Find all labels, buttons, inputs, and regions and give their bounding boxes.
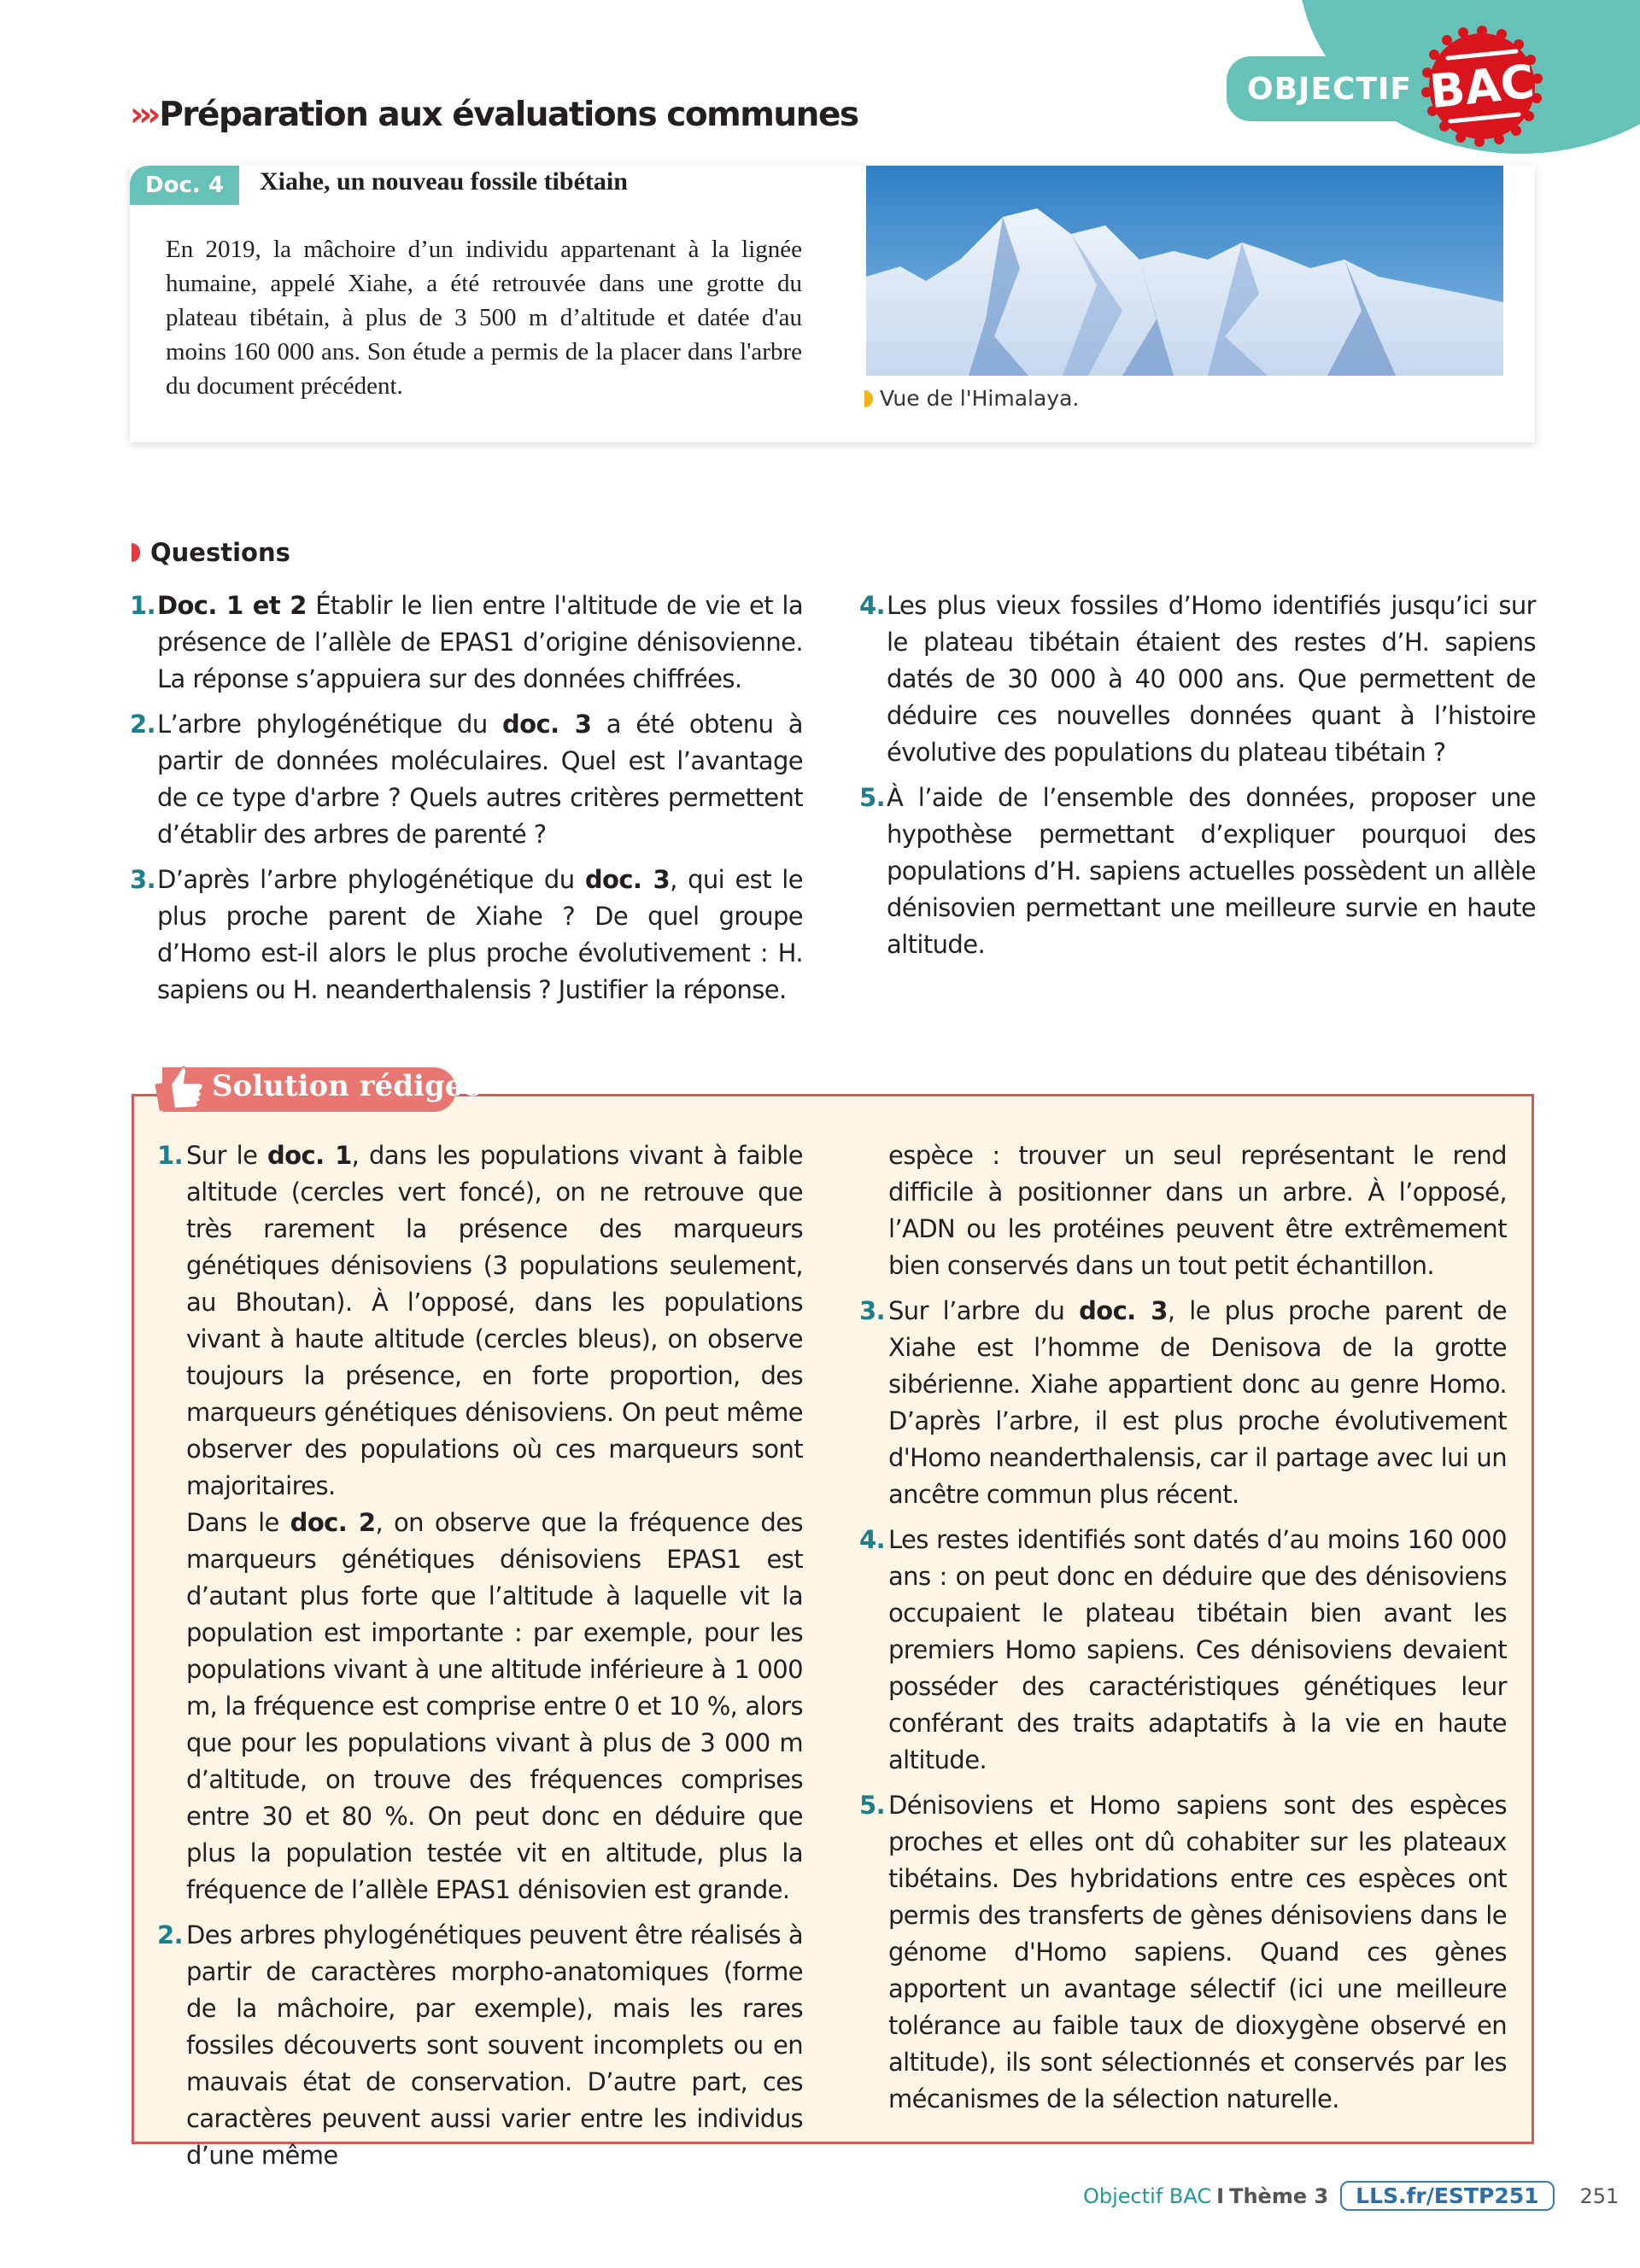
solution-doc-ref: doc. 3 <box>1079 1296 1168 1325</box>
solution-number: 5. <box>859 1791 885 1820</box>
caption-text: Vue de l'Himalaya. <box>880 386 1080 411</box>
solution-item <box>859 1787 1507 2118</box>
doc4-badge: Doc. 4 <box>130 166 239 205</box>
solution-text: Dénisoviens et Homo sapiens sont des espèces proches et elles ont dû cohabiter sur les plateaux tibétains. Des hybridations entre ces espèces ont permis des transferts de gènes dénisoviens dans le génome d'Homo sapiens. Quand ces gènes apportent un avantage sélectif (ici une meilleure tolérance au faible taux de dioxygène observé en altitude), ils sont sélectionnés et conservés par les mécanismes de la sélection naturelle. <box>888 1791 1507 2113</box>
solution-doc-ref: doc. 1 <box>267 1141 352 1170</box>
question-item <box>859 587 1536 771</box>
footer-brand: Objectif BAC <box>1083 2183 1212 2208</box>
solution-text: , le plus proche parent de Xiahe est l’homme de Denisova de la grotte sibérienne. Xiahe appartient donc au genre Homo. D’après l’arbre, il est plus proche évolutivement d'Homo neanderthalensis, car il partage avec lui un ancêtre commun plus récent. <box>888 1296 1507 1509</box>
questions-title: Questions <box>150 538 290 567</box>
solution-left-column <box>157 1137 803 2183</box>
solution-text: Sur le <box>186 1141 268 1170</box>
section-marker-icon <box>132 543 140 562</box>
page-title-text: Préparation aux évaluations communes <box>159 96 858 134</box>
question-number: 1. <box>130 591 155 620</box>
solution-text: , on observe que la fréquence des marqueurs génétiques dénisoviens EPAS1 est d’autant plus forte que l’altitude à laquelle vit la population est importante : par exemple, pour les populations vivant à une altitude inférieure à 1 000 m, la fréquence est comprise entre 0 et 10 %, alors que pour les populations vivant à plus de 3 000 m d’altitude, on trouve des fréquences comprises entre 30 et 80 %. On peut donc en déduire que plus la population testée vit en altitude, plus la fréquence de l’allèle EPAS1 dénisovien est grande. <box>186 1508 803 1904</box>
bac-label: BAC <box>1426 54 1538 119</box>
doc4-text: En 2019, la mâchoire d’un individu appartenant à la lignée humaine, appelé Xiahe, a été retrouvée dans une grotte du plateau tibétain, à plus de 3 500 m d’altitude et datée d'au moins 160 000 ans. Son étude a permis de la placer dans l'arbre du document précédent. <box>166 236 802 400</box>
question-text: , qui est le plus proche parent de Xiahe ? De quel groupe d’Homo est-il alors le plus proche évolutivement : H. sapiens ou H. neanderthalensis ? Justifier la réponse. <box>157 865 803 1004</box>
question-text: Établir le lien entre l'altitude de vie et la présence de l’allèle de EPAS1 d’origine dénisovienne. La réponse s’appuiera sur des données chiffrées. <box>157 591 803 693</box>
chevrons-icon: ››› <box>130 96 156 134</box>
question-text: D’après l’arbre phylogénétique du <box>157 865 585 894</box>
thumbs-up-icon <box>154 1059 210 1115</box>
solution-continuation <box>859 1137 1507 1284</box>
solution-number: 4. <box>859 1525 885 1554</box>
objectif-label: OBJECTIF <box>1247 71 1412 107</box>
solution-continuation <box>157 1505 803 1909</box>
solution-text: Les restes identifiés sont datés d’au moins 160 000 ans : on peut donc en déduire que des dénisoviens occupaient le plateau tibétain bien avant les premiers Homo sapiens. Ces dénisoviens devaient posséder des caractéristiques génétiques leur conférant des traits adaptatifs à la vie en haute altitude. <box>888 1525 1507 1774</box>
question-text: Les plus vieux fossiles d’Homo identifiés jusqu’ici sur le plateau tibétain étaient des restes d’H. sapiens datés de 30 000 à 40 000 ans. Que permettent de déduire ces nouvelles données quant à l’histoire évolutive des populations du plateau tibétain ? <box>887 591 1536 767</box>
solution-title: Solution rédigée <box>212 1069 482 1103</box>
solution-text: Des arbres phylogénétiques peuvent être réalisés à partir de caractères morpho-anatomiques (forme de la mâchoire, par exemple), mais les rares fossiles découverts sont souvent incomplets ou en mauvais état de conservation. D’autre part, ces caractères peuvent aussi varier entre les individus d’une même <box>186 1920 803 2170</box>
solution-number: 1. <box>157 1141 183 1170</box>
question-number: 2. <box>130 710 155 739</box>
question-number: 5. <box>859 783 885 812</box>
solution-number: 3. <box>859 1296 885 1325</box>
solution-number: 2. <box>157 1920 183 1949</box>
page-footer <box>1083 2181 1619 2211</box>
question-text: À l’aide de l’ensemble des données, proposer une hypothèse permettant d’expliquer pourquoi des populations d’H. sapiens actuelles possèdent un allèle dénisovien permettant une meilleure survie en haute altitude. <box>887 783 1536 959</box>
question-item <box>859 780 1536 963</box>
footer-link[interactable]: LLS.fr/ESTP251 <box>1340 2181 1554 2211</box>
solution-right-column <box>859 1137 1507 2126</box>
solution-text: espèce : trouver un seul représentant le rend difficile à positionner dans un arbre. À l’opposé, l’ADN ou les protéines peuvent être extrêmement bien conservés dans un tout petit échantillon. <box>888 1141 1507 1280</box>
question-number: 4. <box>859 591 885 620</box>
doc4-title: Xiahe, un nouveau fossile tibétain <box>260 167 628 196</box>
questions-right-column <box>859 587 1536 972</box>
question-doc-ref: doc. 3 <box>502 710 592 739</box>
solution-text: Sur l’arbre du <box>888 1296 1080 1325</box>
footer-separator: I <box>1216 2183 1225 2208</box>
page-number: 251 <box>1579 2183 1620 2208</box>
question-item <box>130 862 803 1008</box>
solution-text: , dans les populations vivant à faible altitude (cercles vert foncé), on ne retrouve que très rarement la présence des marqueurs génétiques dénisoviens (3 populations seulement, au Bhoutan). À l’opposé, dans les populations vivant à haute altitude (cercles bleus), on observe toujours la présence, en forte proportion, des marqueurs génétiques dénisoviens. On peut même observer des populations où ces marqueurs sont majoritaires. <box>186 1141 803 1500</box>
photo-caption <box>864 386 1079 411</box>
question-text: L’arbre phylogénétique du <box>157 710 503 739</box>
solution-text: Dans le <box>186 1508 290 1537</box>
solution-item <box>859 1293 1507 1513</box>
footer-theme: Thème 3 <box>1229 2183 1329 2208</box>
question-item <box>130 587 803 698</box>
questions-left-column <box>130 587 803 1017</box>
page-title <box>130 96 858 134</box>
question-text: a été obtenu à partir de données moléculaires. Quel est l’avantage de ce type d'arbre ? Quels autres critères permettent d’établir des arbres de parenté ? <box>157 710 803 849</box>
solution-item <box>859 1522 1507 1779</box>
caption-marker-icon <box>864 390 873 407</box>
question-number: 3. <box>130 865 155 894</box>
questions-heading <box>132 538 290 567</box>
question-doc-ref: Doc. 1 et 2 <box>157 591 307 620</box>
question-doc-ref: doc. 3 <box>584 865 671 894</box>
solution-item <box>157 1917 803 2174</box>
question-item <box>130 706 803 853</box>
himalaya-photo <box>866 166 1503 376</box>
solution-item <box>157 1137 803 1505</box>
bac-seal-icon <box>1418 22 1546 150</box>
solution-doc-ref: doc. 2 <box>290 1508 376 1537</box>
